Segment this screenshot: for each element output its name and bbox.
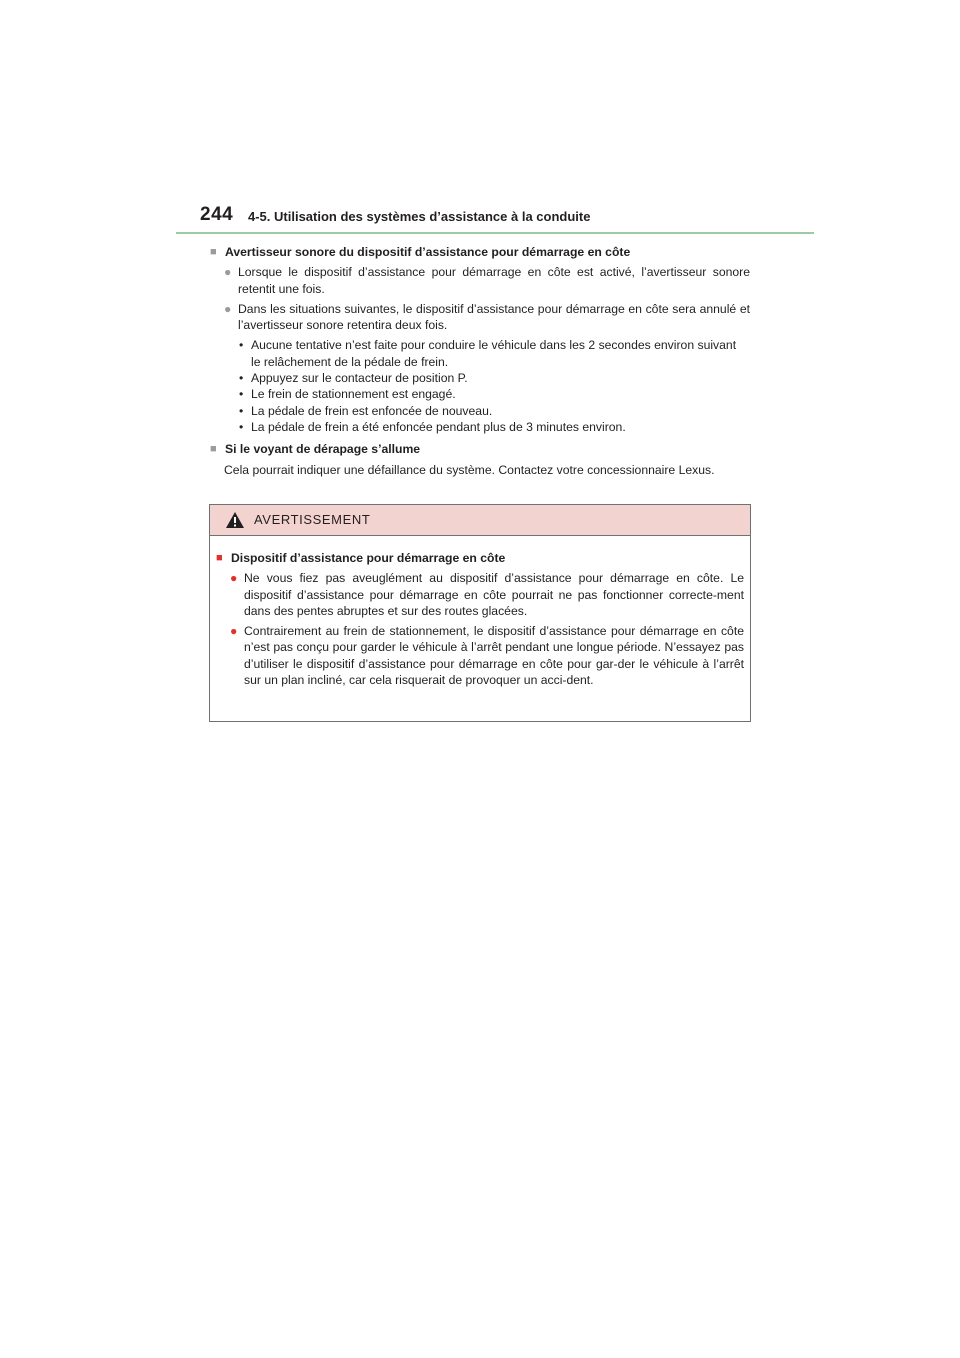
warning-box	[209, 504, 751, 722]
dot-bullet-icon: •	[239, 371, 244, 386]
square-bullet-icon: ■	[216, 552, 223, 564]
dot-bullet-icon: •	[239, 387, 244, 402]
list-item: ● Dans les situations suivantes, le dispositif d’assistance pour démarrage en côte sera annulé et l’avertisseur sonore retentira deux fois.	[224, 301, 750, 333]
square-bullet-icon: ■	[210, 246, 217, 258]
warning-title: AVERTISSEMENT	[254, 512, 371, 527]
warning-list-item: ● Ne vous fiez pas aveuglément au dispositif d’assistance pour démarrage en côte. Le dispositif d’assistance pour démarrage en côte pourrait ne pas fonctionner correcte-ment dans des pentes abruptes et sur des routes glacées.	[230, 571, 744, 618]
page-number: 244	[200, 204, 234, 225]
header-rule	[176, 232, 814, 234]
warning-body	[210, 536, 750, 688]
sub-list-item: • La pédale de frein a été enfoncée pendant plus de 3 minutes environ.	[239, 419, 626, 434]
circle-bullet-icon: ●	[224, 301, 232, 316]
warning-triangle-icon	[225, 511, 245, 529]
sub-list-item: • La pédale de frein est enfoncée de nouveau.	[239, 403, 493, 418]
dot-bullet-icon: •	[239, 338, 244, 353]
sub-list-item: • Appuyez sur le contacteur de position P.	[239, 371, 468, 386]
sub-list-item: • Aucune tentative n’est faite pour conduire le véhicule dans les 2 secondes environ suivant le relâchement de la pédale de frein.	[239, 338, 737, 369]
section-title: 4-5. Utilisation des systèmes d’assistance à la conduite	[248, 209, 591, 224]
dot-bullet-icon: •	[239, 419, 244, 434]
section-heading: ■ Si le voyant de dérapage s’allume	[210, 442, 421, 457]
page-header	[200, 204, 814, 234]
warning-heading: ■ Dispositif d’assistance pour démarrage en côte	[216, 551, 506, 565]
circle-bullet-icon: ●	[224, 265, 232, 280]
circle-bullet-icon: ●	[230, 571, 238, 586]
circle-bullet-icon: ●	[230, 624, 238, 639]
square-bullet-icon: ■	[210, 443, 217, 456]
warning-header	[210, 505, 750, 536]
sub-list-item: • Le frein de stationnement est engagé.	[239, 387, 456, 402]
dot-bullet-icon: •	[239, 403, 244, 418]
main-content	[210, 244, 750, 478]
list-item: ● Lorsque le dispositif d’assistance pour démarrage en côte est activé, l’avertisseur sonore retentit une fois.	[224, 265, 750, 296]
sub-list	[210, 337, 750, 435]
warning-list-item: ● Contrairement au frein de stationnement, le dispositif d’assistance pour démarrage en côte n’est pas conçu pour garder le véhicule à l’arrêt pendant une longue période. N’essayez pas d’utiliser le dispositif d’assistance pour démarrage en côte pour gar-der le véhicule à l’arrêt sur un plan incliné, car cela risquerait de provoquer un acci-dent.	[230, 624, 744, 688]
paragraph: Cela pourrait indiquer une défaillance du système. Contactez votre concessionnaire Lexus.	[224, 462, 715, 477]
section-heading: ■ Avertisseur sonore du dispositif d’assistance pour démarrage en côte	[210, 245, 631, 259]
